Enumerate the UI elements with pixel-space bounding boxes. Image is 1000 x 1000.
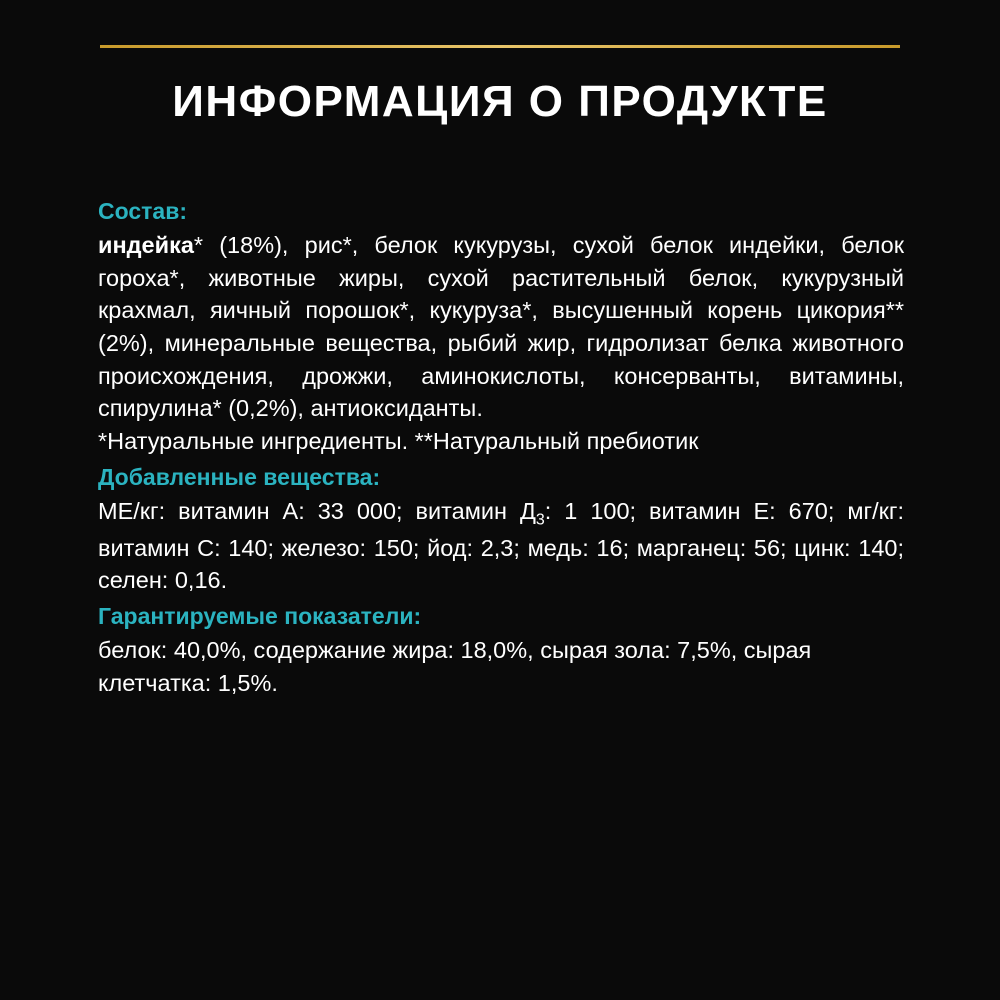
additives-body-part2: : 1 100; витамин Е: 670; мг/кг: витамин С: 140; железо: 150; йод: 2,3; медь: 16; марганец: 56; цинк: 140; селен: 0,16. bbox=[98, 497, 904, 594]
additives-heading: Добавленные вещества: bbox=[98, 463, 381, 490]
analytical-heading: Гарантируемые показатели: bbox=[98, 602, 422, 629]
gold-divider-rule bbox=[100, 45, 900, 48]
lead-ingredient: индейка bbox=[98, 232, 194, 259]
composition-heading: Состав: bbox=[98, 198, 188, 224]
composition-section bbox=[98, 196, 904, 458]
composition-body-text: * (18%), рис*, белок кукурузы, сухой белок индейки, белок гороха*, животные жиры, сухой растительный белок, кукурузный крахмал, яичный порошок*, кукуруза*, высушенный корень цикория** (2%), минеральные вещества, рыбий жир, гидролизат белка животного происхождения, дрожжи, аминокислоты, консерванты, витамины, спирулина* (0,2%), антиоксиданты. bbox=[98, 232, 904, 422]
page-title: ИНФОРМАЦИЯ О ПРОДУКТЕ bbox=[172, 77, 828, 126]
additives-section bbox=[98, 462, 904, 597]
vitamin-d3-subscript: 3 bbox=[535, 511, 545, 529]
composition-body bbox=[98, 229, 904, 425]
additives-body-part1: МЕ/кг: витамин А: 33 000; витамин Д bbox=[98, 497, 536, 524]
composition-footnote: *Натуральные ингредиенты. **Натуральный пребиотик bbox=[98, 427, 699, 454]
additives-body bbox=[98, 495, 904, 597]
analytical-body: белок: 40,0%, содержание жира: 18,0%, сырая зола: 7,5%, сырая клетчатка: 1,5%. bbox=[98, 636, 812, 696]
content-area bbox=[98, 196, 904, 703]
analytical-section bbox=[98, 601, 904, 699]
